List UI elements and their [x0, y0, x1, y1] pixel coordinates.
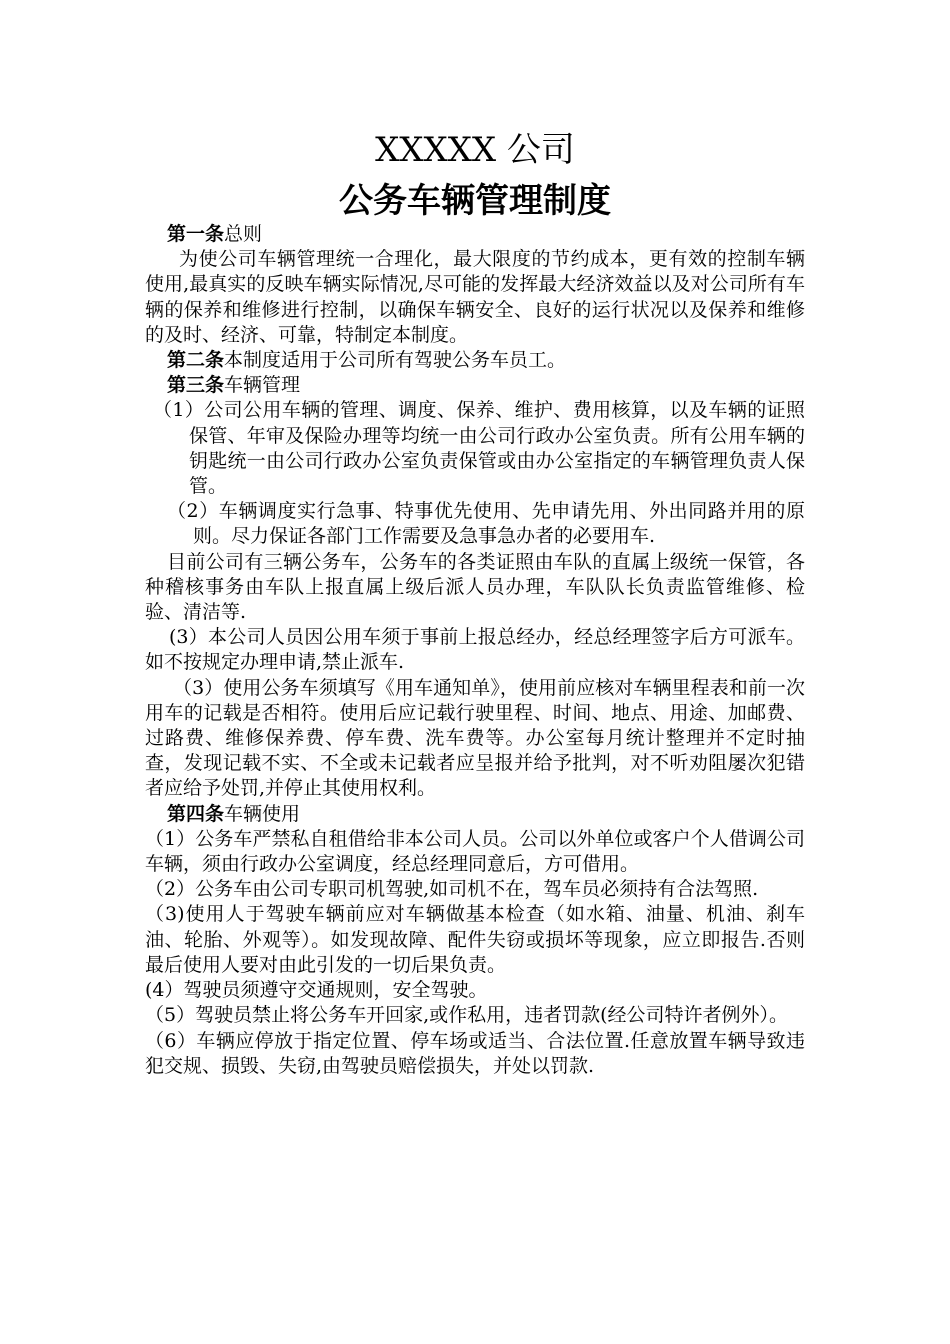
article-3-item: （1）公司公用车辆的管理、调度、保养、维护、费用核算，以及车辆的证照保管、年审及保险办理等均统一由公司行政办公室负责。所有公用车辆的钥匙统一由公司行政办公室负责保管或由办公室指定的车辆管理负责人保管。 [153, 399, 805, 498]
article-1-label: 第一条 [167, 223, 225, 245]
article-3-item: （2）车辆调度实行急事、特事优先使用、先申请先用、外出同路并用的原则。尽力保证各部门工作需要及急事急办者的必要用车. [167, 500, 805, 548]
general-paragraph: 为使公司车辆管理统一合理化，最大限度的节约成本，更有效的控制车辆使用,最真实的反映车辆实际情况,尽可能的发挥最大经济效益以及对公司所有车辆的保养和维修进行控制，以确保车辆安全、良好的运行状况以及保养和维修的及时、经济、可靠，特制定本制度。 [145, 248, 805, 346]
article-4-heading [145, 802, 805, 827]
article-4-item: （3)使用人于驾驶车辆前应对车辆做基本检查（如水箱、油量、机油、刹车油、轮胎、外观等）。如发现故障、配件失窃或损坏等现象，应立即报告.否则最后使用人要对由此引发的一切后果负责。 [145, 903, 805, 976]
article-4-title: 车辆使用 [224, 802, 301, 825]
article-2-label: 第二条 [167, 349, 225, 372]
article-4-item: （6）车辆应停放于指定位置、停车场或适当、合法位置.任意放置车辆导致违犯交规、损毁、失窃,由驾驶员赔偿损失，并处以罚款. [145, 1029, 805, 1077]
article-4-item: （2）公务车由公司专职司机驾驶,如司机不在，驾车员必须持有合法驾照. [145, 878, 759, 901]
document-title: 公务车辆管理制度 [339, 181, 611, 221]
article-4-label: 第四条 [167, 802, 225, 825]
article-3-paragraph: 目前公司有三辆公务车，公务车的各类证照由车队的直属上级统一保管，各种稽核事务由车队上报直属上级后派人员办理，车队队长负责监管维修、检验、清洁等. [145, 550, 805, 624]
article-3-label: 第三条 [167, 374, 225, 397]
article-4-item: (4）驾驶员须遵守交通规则，安全驾驶。 [145, 979, 488, 1002]
article-4-item: （1）公务车严禁私自租借给非本公司人员。公司以外单位或客户个人借调公司车辆，须由行政办公室调度，经总经理同意后，方可借用。 [145, 827, 805, 876]
article-2-text: 本制度适用于公司所有驾驶公务车员工。 [224, 349, 567, 372]
company-title: XXXXX 公司 [375, 130, 575, 170]
article-3-heading [145, 373, 805, 398]
article-3-item: （3）使用公务车须填写《用车通知单》，使用前应核对车辆里程表和前一次用车的记载是否相符。使用后应记载行驶里程、时间、地点、用途、加邮费、过路费、维修保养费、停车费、洗车费等。办公室每月统计整理并不定时抽查，发现记载不实、不全或未记载者应呈报并给予批判，对不听劝阻屡次犯错者应给予处罚,并停止其使用权利。 [145, 676, 805, 800]
article-1-heading [145, 222, 805, 247]
article-2 [145, 348, 805, 373]
document-body [145, 222, 805, 1079]
article-3-item: (3）本公司人员因公用车须于事前上报总经办，经总经理签字后方可派车。如不按规定办理申请,禁止派车. [145, 626, 805, 674]
article-1-title: 总则 [224, 223, 263, 245]
article-4-item: （5）驾驶员禁止将公务车开回家,或作私用，违者罚款(经公司特许者例外）。 [145, 1004, 789, 1027]
article-3-title: 车辆管理 [224, 374, 301, 397]
